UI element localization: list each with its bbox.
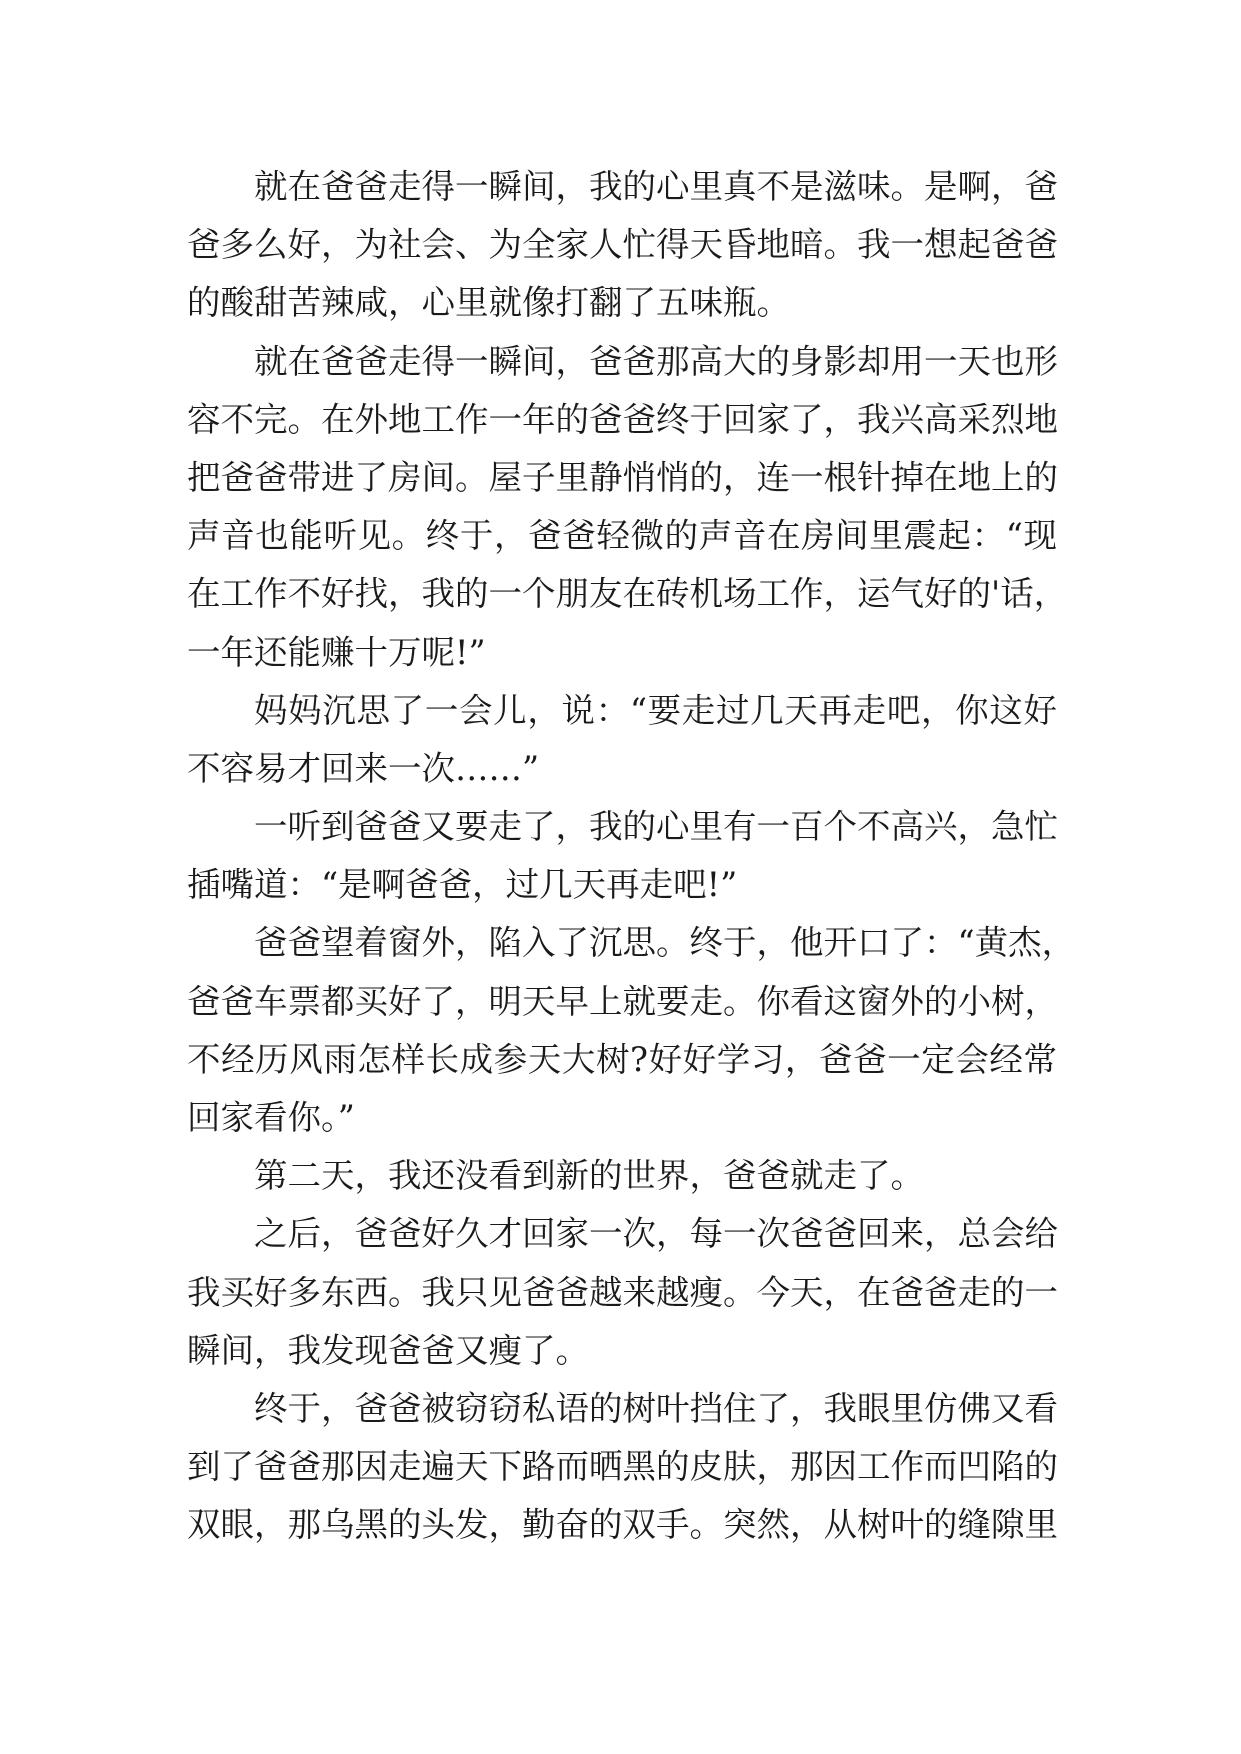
text-line: 的酸甜苦辣咸，心里就像打翻了五味瓶。 [187,283,790,323]
text-line: 回家看你。” [187,1098,355,1137]
text-line: 之后，爸爸好久才回家一次，每一次爸爸回来，总会给 [254,1214,1058,1254]
text-line: 容不完。在外地工作一年的爸爸终于回家了，我兴高采烈地 [187,399,1058,439]
text-line: 不容易才回来一次……” [187,748,540,788]
text-line: 我买好多东西。我只见爸爸越来越瘦。今天，在爸爸走的一 [187,1272,1058,1312]
text-line: 声音也能听见。终于，爸爸轻微的声音在房间里震起：“现 [187,516,1057,556]
text-line: 妈妈沉思了一会儿，说：“要走过几天再走吧，你这好 [254,690,1057,730]
text-line: 一年还能赚十万呢!” [187,632,486,672]
text-line: 插嘴道：“是啊爸爸，过几天再走吧!” [187,865,738,905]
text-line: 一听到爸爸又要走了，我的心里有一百个不高兴，急忙 [254,807,1058,847]
text-line: 终于，爸爸被窃窃私语的树叶挡住了，我眼里仿佛又看 [254,1388,1058,1428]
text-line: 爸爸车票都买好了，明天早上就要走。你看这窗外的小树， [187,981,1058,1021]
text-line: 不经历风雨怎样长成参天大树?好好学习，爸爸一定会经常 [187,1039,1057,1079]
text-line: 到了爸爸那因走遍天下路而晒黑的皮肤，那因工作而凹陷的 [187,1447,1058,1487]
body-text [187,158,1076,1555]
text-line: 双眼，那乌黑的头发，勤奋的双手。突然，从树叶的缝隙里 [187,1505,1058,1545]
text-line: 瞬间，我发现爸爸又瘦了。 [187,1330,589,1370]
text-line: 就在爸爸走得一瞬间，爸爸那高大的身影却用一天也形 [254,341,1058,381]
text-line: 第二天，我还没看到新的世界，爸爸就走了。 [254,1156,924,1196]
text-line: 爸多么好，为社会、为全家人忙得天昏地暗。我一想起爸爸 [187,225,1058,265]
text-line: 爸爸望着窗外，陷入了沉思。终于，他开口了：“黄杰， [254,923,1076,963]
text-line: 就在爸爸走得一瞬间，我的心里真不是滋味。是啊，爸 [254,167,1058,206]
text-line: 把爸爸带进了房间。屋子里静悄悄的，连一根针掉在地上的 [187,457,1058,497]
text-line: 在工作不好找，我的一个朋友在砖机场工作，运气好的'话， [187,574,1068,614]
